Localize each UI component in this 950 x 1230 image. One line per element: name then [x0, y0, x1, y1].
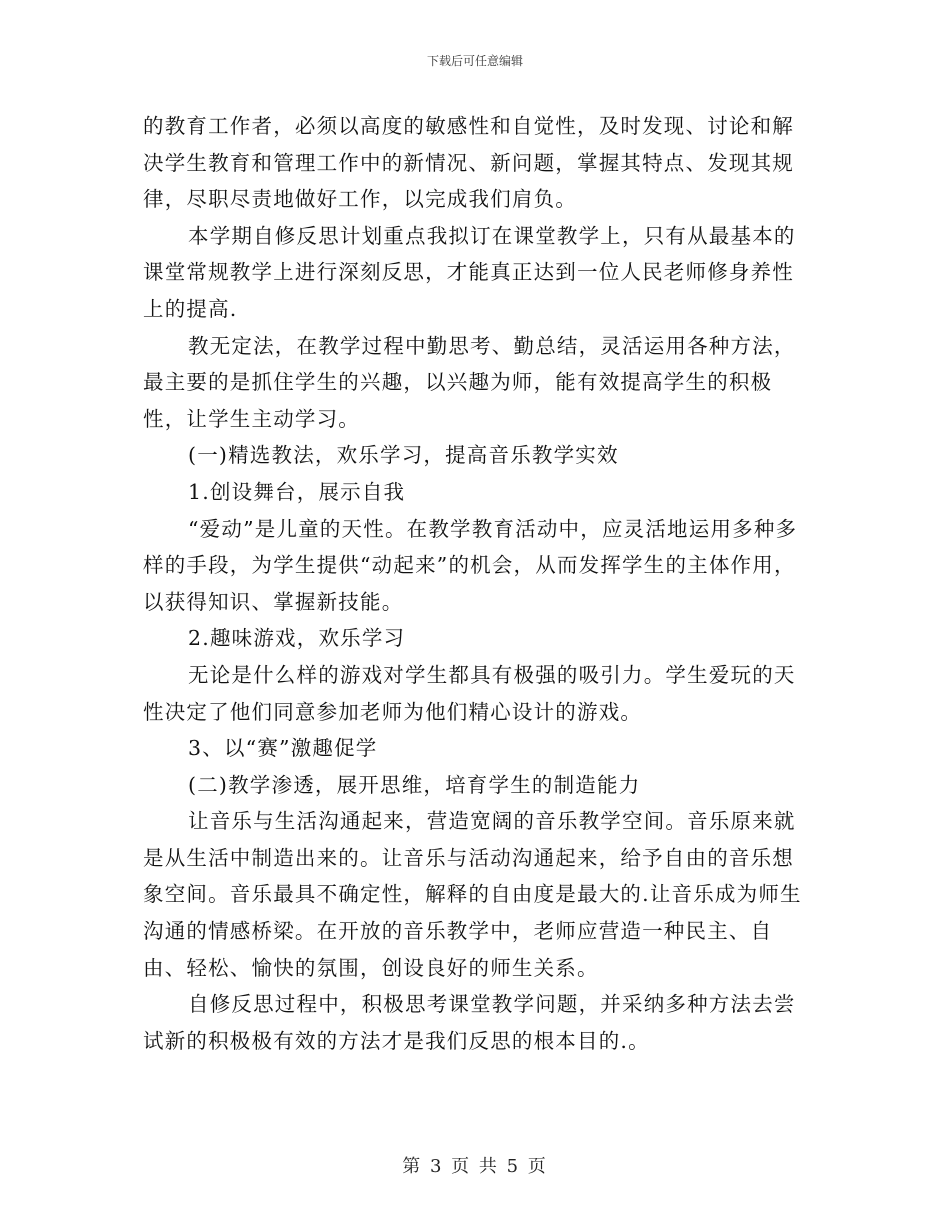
paragraph: 无论是什么样的游戏对学生都具有极强的吸引力。学生爱玩的天性决定了他们同意参加老师为他们精心设计的游戏。: [143, 662, 796, 724]
section-heading: (一)精选教法，欢乐学习，提高音乐教学实效: [188, 443, 619, 468]
paragraph: 让音乐与生活沟通起来，营造宽阔的音乐教学空间。音乐原来就是从生活中制造出来的。让音乐与活动沟通起来，给予自由的音乐想象空间。音乐最具不确定性，解释的自由度是最大的.让音乐成为师生沟通的情感桥梁。在开放的音乐教学中，老师应营造一种民主、自由、轻松、愉快的氛围，创设良好的师生关系。: [143, 809, 802, 980]
page-header: 下载后可任意编辑: [426, 54, 523, 68]
paragraph: 教无定法，在教学过程中勤思考、勤总结，灵活运用各种方法，最主要的是抓住学生的兴趣，以兴趣为师，能有效提高学生的积极性，让学生主动学习。: [143, 333, 796, 431]
paragraph: 的教育工作者，必须以高度的敏感性和自觉性，及时发现、讨论和解决学生教育和管理工作中的新情况、新问题，掌握其特点、发现其规律，尽职尽责地做好工作，以完成我们肩负。: [143, 114, 794, 212]
paragraph: 本学期自修反思计划重点我拟订在课堂教学上，只有从最基本的课堂常规教学上进行深刻反思，才能真正达到一位人民老师修身养性上的提高.: [143, 223, 796, 321]
document-body: [143, 108, 805, 1059]
subsection-heading: 2.趣味游戏，欢乐学习: [188, 626, 406, 651]
paragraph: 自修反思过程中，积极思考课堂教学问题，并采纳多种方法去尝试新的积极极有效的方法才是我们反思的根本目的.。: [143, 992, 796, 1053]
subsection-heading: 3、以“赛”激趣促学: [188, 736, 378, 761]
subsection-heading: 1.创设舞台，展示自我: [188, 479, 406, 504]
page-number-footer: 第 3 页 共 5 页: [402, 1156, 548, 1177]
paragraph: “爱动”是儿童的天性。在教学教育活动中，应灵活地运用多种多样的手段，为学生提供“动起来”的机会，从而发挥学生的主体作用，以获得知识、掌握新技能。: [143, 516, 798, 614]
section-heading: (二)教学渗透，展开思维，培育学生的制造能力: [188, 772, 641, 797]
